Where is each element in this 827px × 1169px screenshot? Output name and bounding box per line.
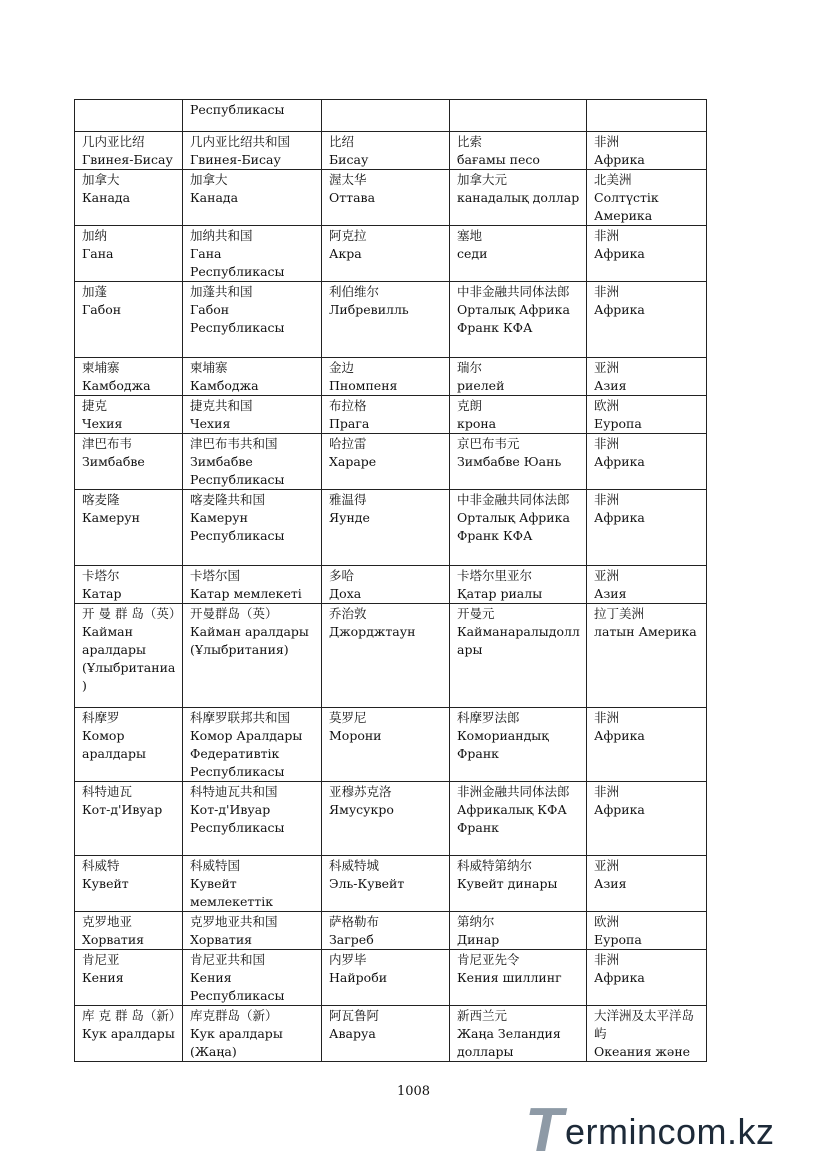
cell-chinese: 比索 [457,134,483,149]
cell-kazakh: Габон [82,302,122,317]
table-cell [450,1006,587,1062]
cell-kazakh: Африка [594,802,645,817]
table-cell [450,434,587,490]
cell-chinese: 非洲 [594,952,620,967]
table-cell [587,950,707,1006]
table-cell [183,566,322,604]
table-cell [75,170,183,226]
table-cell [587,856,707,912]
table-cell [75,434,183,490]
cell-kazakh: Солтүстік Америка [594,190,659,223]
cell-chinese: 克罗地亚共和国 [190,914,278,929]
cell-chinese: 卡塔尔 [82,568,120,583]
table-body [75,100,707,1062]
cell-kazakh: Африка [594,510,645,525]
table-cell [322,170,450,226]
cell-chinese: 喀麦隆 [82,492,120,507]
country-table [74,99,707,1062]
cell-kazakh: Еуропа [594,932,642,947]
table-cell [183,604,322,708]
cell-kazakh: Оттава [329,190,376,205]
table-cell [75,1006,183,1062]
cell-kazakh: Африка [594,454,645,469]
cell-chinese: 瑞尔 [457,360,483,375]
cell-kazakh: Морони [329,728,382,743]
table-cell [322,566,450,604]
cell-kazakh: Катар [82,586,122,601]
cell-kazakh: Загреб [329,932,374,947]
cell-kazakh: Эль-Кувейт [329,876,405,891]
cell-kazakh: Гвинея-Бисау [190,152,281,167]
table-cell [450,100,587,132]
cell-chinese: 非洲 [594,492,620,507]
table-cell [75,100,183,132]
cell-chinese: 柬埔寨 [190,360,228,375]
table-cell [183,912,322,950]
table-row [75,1006,707,1062]
cell-chinese: 非洲 [594,284,620,299]
table-cell [183,490,322,566]
cell-kazakh: Камбоджа [82,378,151,393]
cell-chinese: 非洲金融共同体法郎 [457,784,570,799]
table-cell [183,856,322,912]
cell-chinese: 津巴布韦共和国 [190,436,278,451]
cell-chinese: 加蓬 [82,284,108,299]
table-cell [322,396,450,434]
logo-letter: T [525,1096,563,1165]
cell-chinese: 亚穆苏克洛 [329,784,392,799]
table-cell [75,604,183,708]
cell-chinese: 非洲 [594,228,620,243]
table-cell [450,170,587,226]
cell-chinese: 加纳 [82,228,108,243]
cell-kazakh: Чехия [82,416,123,431]
table-cell [322,782,450,856]
cell-chinese: 加纳共和国 [190,228,253,243]
cell-kazakh: Аваруа [329,1026,376,1041]
cell-chinese: 阿瓦鲁阿 [329,1008,380,1023]
cell-chinese: 津巴布韦 [82,436,133,451]
cell-kazakh: крона [457,416,497,431]
table-cell [322,856,450,912]
cell-chinese: 非洲 [594,436,620,451]
table-cell [183,358,322,396]
cell-chinese: 喀麦隆共和国 [190,492,266,507]
cell-chinese: 卡塔尔国 [190,568,241,583]
cell-chinese: 雅温得 [329,492,367,507]
cell-kazakh: Габон Республикасы [190,302,285,335]
cell-kazakh: Орталық Африка Франк КФА [457,302,570,335]
cell-chinese: 科威特 [82,858,120,873]
cell-kazakh: Доха [329,586,362,601]
cell-chinese: 比绍 [329,134,355,149]
cell-kazakh: Хараре [329,454,377,469]
table-cell [450,358,587,396]
cell-kazakh: Комор аралдары [82,728,146,761]
cell-kazakh: Гана [82,246,114,261]
cell-chinese: 开曼群岛（英） [190,606,278,621]
cell-kazakh: Республикасы [190,102,285,117]
cell-chinese: 布拉格 [329,398,367,413]
cell-kazakh: Кайман аралдары (Ұлыбритания) [190,624,309,657]
cell-kazakh: Азия [594,378,627,393]
cell-kazakh: Қатар риалы [457,586,543,601]
cell-chinese: 欧洲 [594,914,620,929]
cell-chinese: 乔治敦 [329,606,367,621]
table-cell [450,490,587,566]
table-row [75,434,707,490]
table-cell [450,856,587,912]
cell-kazakh: Комориандық Франк [457,728,549,761]
cell-chinese: 柬埔寨 [82,360,120,375]
cell-chinese: 加蓬共和国 [190,284,253,299]
cell-kazakh: Хорватия [190,932,253,947]
cell-kazakh: Африка [594,302,645,317]
cell-kazakh: Камерун Республикасы [190,510,285,543]
cell-chinese: 克罗地亚 [82,914,133,929]
cell-chinese: 北美洲 [594,172,632,187]
table-cell [322,490,450,566]
cell-kazakh: Хорватия [82,932,145,947]
table-row [75,566,707,604]
table-row [75,490,707,566]
cell-kazakh: Кения шиллинг [457,970,562,985]
cell-kazakh: Азия [594,586,627,601]
table-cell [587,708,707,782]
table-cell [587,282,707,358]
table-row [75,170,707,226]
logo-word: ermincom.kz [565,1111,775,1152]
cell-kazakh: Кения Республикасы [190,970,285,1003]
cell-kazakh: риелей [457,378,505,393]
table-cell [587,434,707,490]
cell-kazakh: Африка [594,246,645,261]
cell-chinese: 哈拉雷 [329,436,367,451]
cell-chinese: 加拿大 [190,172,228,187]
cell-chinese: 科特迪瓦共和国 [190,784,278,799]
table-cell [322,708,450,782]
cell-chinese: 几内亚比绍 [82,134,145,149]
cell-kazakh: Кувейт динары [457,876,558,891]
cell-chinese: 库 克 群 岛（新） [82,1008,182,1023]
cell-chinese: 肯尼亚共和国 [190,952,266,967]
cell-kazakh: канадалық доллар [457,190,580,205]
cell-chinese: 大洋洲及太平洋岛屿 [594,1008,695,1041]
table-cell [183,708,322,782]
table-cell [322,132,450,170]
cell-kazakh: Жаңа Зеландия доллары [457,1026,561,1059]
cell-kazakh: Зимбабве [82,454,145,469]
cell-chinese: 渥太华 [329,172,367,187]
table-row [75,604,707,708]
table-cell [75,566,183,604]
cell-chinese: 开曼元 [457,606,495,621]
cell-kazakh: Джорджтаун [329,624,416,639]
table-row [75,782,707,856]
cell-kazakh: Камерун [82,510,140,525]
cell-kazakh: Бисау [329,152,369,167]
cell-chinese: 亚洲 [594,858,620,873]
cell-chinese: 科特迪瓦 [82,784,133,799]
table-cell [322,434,450,490]
table-row [75,132,707,170]
cell-kazakh: Гвинея-Бисау [82,152,173,167]
cell-chinese: 亚洲 [594,360,620,375]
cell-chinese: 科威特第纳尔 [457,858,533,873]
table-cell [450,566,587,604]
table-cell [587,566,707,604]
table-row [75,708,707,782]
table-cell [183,100,322,132]
cell-chinese: 金边 [329,360,355,375]
table-cell [322,100,450,132]
cell-kazakh: Канада [190,190,239,205]
cell-kazakh: Африка [594,970,645,985]
table-cell [587,912,707,950]
terminkom-logo [525,1096,815,1165]
table-cell [183,950,322,1006]
table-cell [75,226,183,282]
table-row [75,856,707,912]
table-cell [587,226,707,282]
cell-chinese: 阿克拉 [329,228,367,243]
table-cell [450,950,587,1006]
table-cell [75,856,183,912]
cell-chinese: 内罗毕 [329,952,367,967]
table-cell [75,282,183,358]
cell-kazakh: Зимбабве Республикасы [190,454,285,487]
cell-kazakh: Кот-д'Ивуар [82,802,163,817]
cell-kazakh: Орталық Африка Франк КФА [457,510,570,543]
cell-chinese: 肯尼亚 [82,952,120,967]
cell-kazakh: Катар мемлекеті [190,586,302,601]
table-cell [450,708,587,782]
cell-kazakh: Динар [457,932,500,947]
table-cell [183,396,322,434]
cell-chinese: 肯尼亚先令 [457,952,520,967]
cell-kazakh: Кайман аралдары (Ұлыбританиa) [82,624,176,693]
table-cell [75,782,183,856]
table-cell [587,170,707,226]
table-row [75,950,707,1006]
cell-chinese: 中非金融共同体法郎 [457,284,570,299]
cell-chinese: 克朗 [457,398,483,413]
cell-chinese: 利伯维尔 [329,284,380,299]
cell-chinese: 几内亚比绍共和国 [190,134,291,149]
cell-kazakh: Африка [594,728,645,743]
cell-chinese: 萨格勒布 [329,914,380,929]
cell-kazakh: Канада [82,190,131,205]
table-cell [450,912,587,950]
cell-kazakh: латын Америка [594,624,697,639]
table-cell [587,100,707,132]
table-cell [450,604,587,708]
cell-kazakh: Акра [329,246,362,261]
cell-chinese: 京巴布韦元 [457,436,520,451]
cell-chinese: 多哈 [329,568,355,583]
table-cell [322,950,450,1006]
cell-chinese: 非洲 [594,710,620,725]
table-cell [75,132,183,170]
table-cell [587,358,707,396]
cell-chinese: 塞地 [457,228,483,243]
cell-kazakh: Яунде [329,510,370,525]
cell-kazakh: Азия [594,876,627,891]
cell-kazakh: Кук аралдары [82,1026,175,1041]
table-cell [450,132,587,170]
table-cell [322,282,450,358]
cell-chinese: 拉丁美洲 [594,606,645,621]
cell-chinese: 加拿大 [82,172,120,187]
table-cell [322,1006,450,1062]
cell-chinese: 开 曼 群 岛（英） [82,606,182,621]
cell-chinese: 亚洲 [594,568,620,583]
cell-kazakh: Кайманаралыдоллары [457,624,580,657]
table-cell [322,358,450,396]
cell-kazakh: бағамы песо [457,152,540,167]
cell-chinese: 非洲 [594,784,620,799]
cell-kazakh: Кувейт [82,876,129,891]
cell-kazakh: Чехия [190,416,231,431]
cell-chinese: 库克群岛（新） [190,1008,278,1023]
table-cell [183,782,322,856]
cell-chinese: 莫罗尼 [329,710,367,725]
cell-chinese: 科摩罗法郎 [457,710,520,725]
cell-kazakh: Океания және [594,1044,691,1059]
table-cell [183,282,322,358]
table-cell [183,132,322,170]
table-cell [587,604,707,708]
table-cell [75,912,183,950]
cell-kazakh: Ямусукро [329,802,394,817]
table-row [75,100,707,132]
table-cell [75,358,183,396]
table-cell [183,1006,322,1062]
cell-chinese: 捷克 [82,398,108,413]
cell-kazakh: Найроби [329,970,388,985]
cell-chinese: 第纳尔 [457,914,495,929]
table-cell [183,170,322,226]
table-cell [75,490,183,566]
table-cell [587,1006,707,1062]
table-cell [450,396,587,434]
cell-chinese: 新西兰元 [457,1008,508,1023]
table-row [75,282,707,358]
cell-kazakh: Африкалық КФА Франк [457,802,567,835]
cell-chinese: 欧洲 [594,398,620,413]
table-cell [450,226,587,282]
cell-chinese: 加拿大元 [457,172,508,187]
cell-chinese: 科威特城 [329,858,380,873]
cell-chinese: 科摩罗 [82,710,120,725]
cell-kazakh: Гана Республикасы [190,246,285,279]
table-cell [183,434,322,490]
table-cell [322,604,450,708]
cell-kazakh: Кувейт мемлекеттік [190,876,274,909]
cell-kazakh: Зимбабве Юань [457,454,562,469]
cell-kazakh: Еуропа [594,416,642,431]
cell-kazakh: Африка [594,152,645,167]
table-cell [587,490,707,566]
table-cell [450,282,587,358]
cell-chinese: 科威特国 [190,858,241,873]
cell-chinese: 捷克共和国 [190,398,253,413]
cell-kazakh: седи [457,246,488,261]
page-number: 1008 [396,1084,431,1099]
table-cell [587,132,707,170]
table-cell [75,396,183,434]
table-cell [75,708,183,782]
cell-kazakh: Кук аралдары (Жаңа) [190,1026,283,1059]
cell-kazakh: Либревилль [329,302,409,317]
cell-kazakh: Пномпеня [329,378,398,393]
cell-kazakh: Кот-д'Ивуар Республикасы [190,802,285,835]
cell-chinese: 科摩罗联邦共和国 [190,710,291,725]
table-cell [183,226,322,282]
cell-kazakh: Комор Аралдары Федеративтік Республикасы [190,728,303,779]
table-row [75,396,707,434]
table-cell [75,950,183,1006]
cell-chinese: 中非金融共同体法郎 [457,492,570,507]
table-cell [450,782,587,856]
table-row [75,358,707,396]
table-row [75,226,707,282]
table-cell [587,782,707,856]
cell-chinese: 卡塔尔里亚尔 [457,568,533,583]
table-row [75,912,707,950]
table-cell [322,226,450,282]
table-cell [322,912,450,950]
cell-kazakh: Камбоджа [190,378,259,393]
cell-chinese: 非洲 [594,134,620,149]
cell-kazakh: Прага [329,416,370,431]
cell-kazakh: Кения [82,970,124,985]
table-cell [587,396,707,434]
